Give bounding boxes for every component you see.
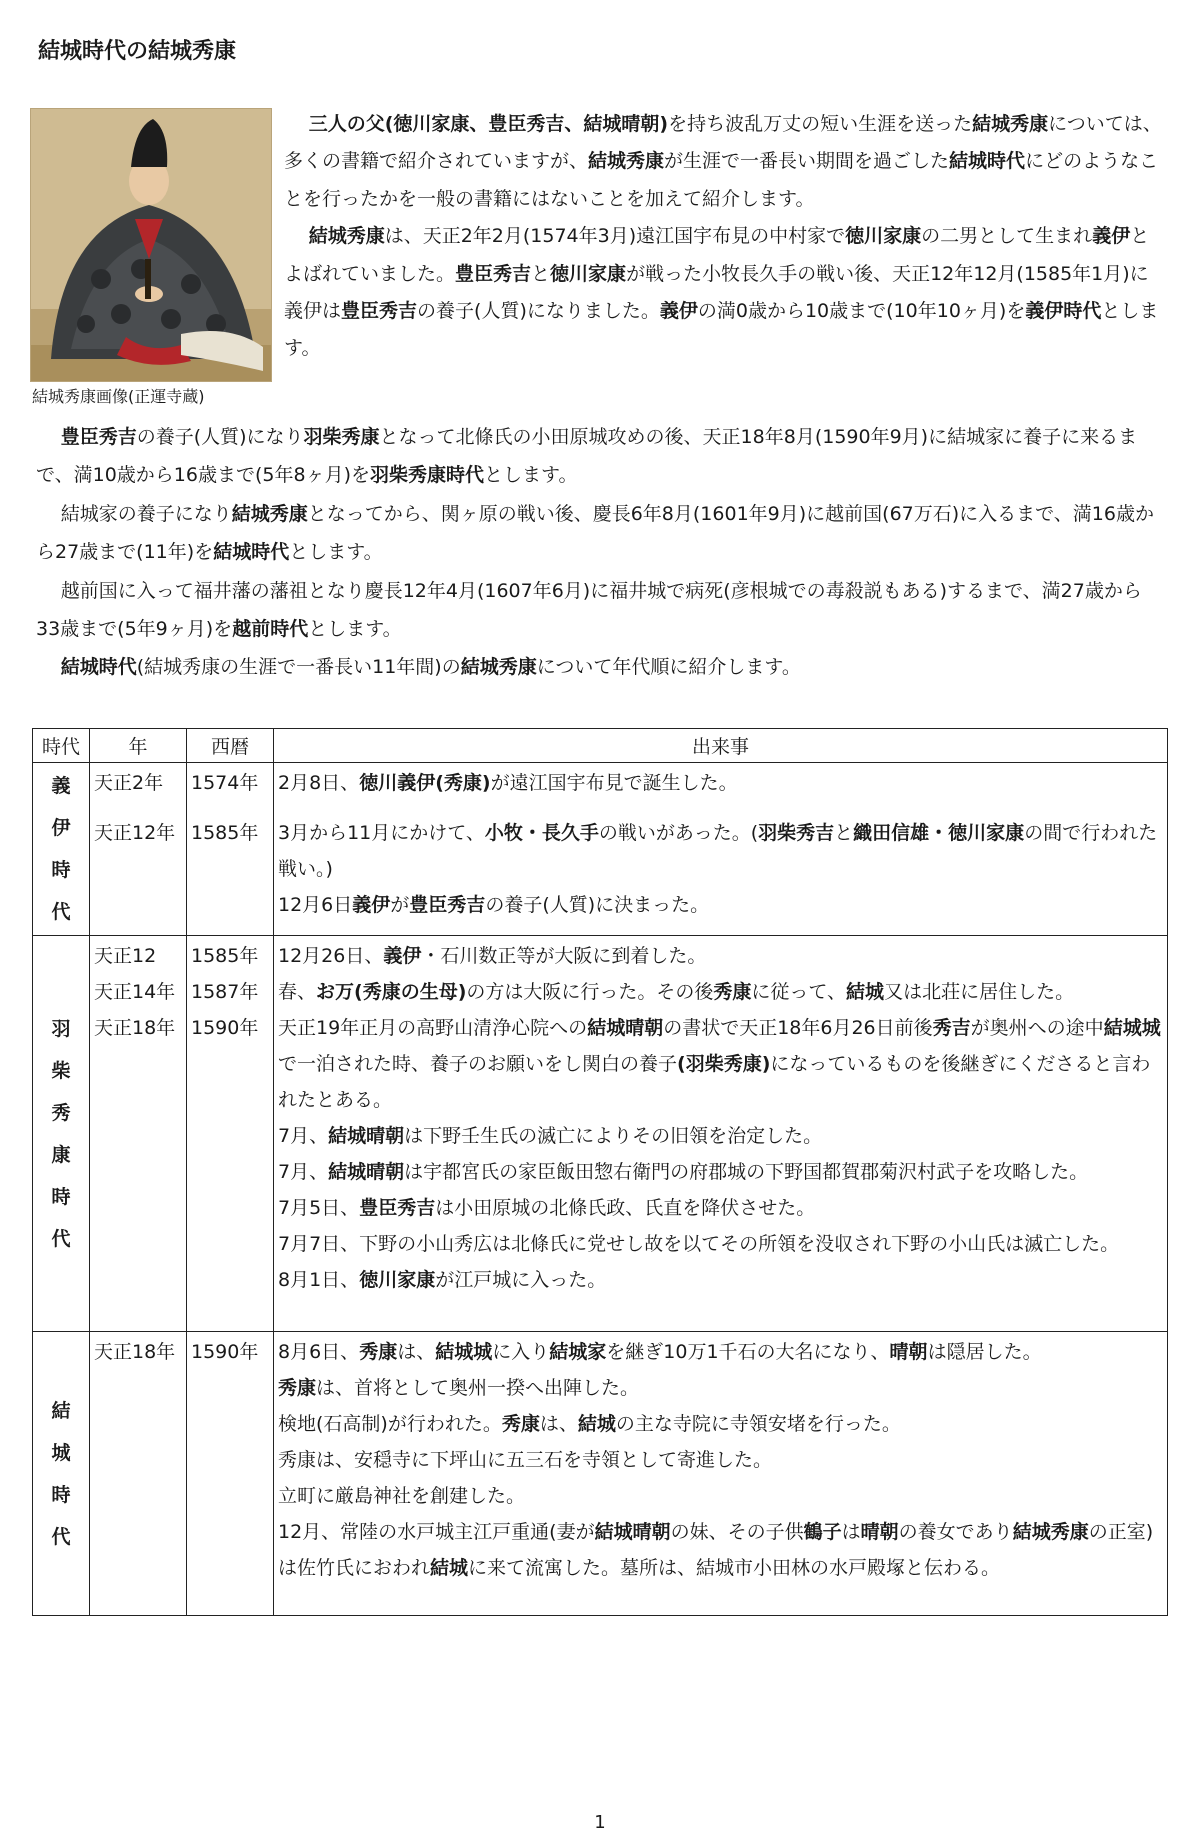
text-run: 結城家の養子になり [60, 502, 232, 525]
bold-text: 豊臣秀吉 [455, 262, 532, 285]
intro-text [284, 106, 1164, 368]
text-run: の養女であり [898, 1521, 1013, 1543]
era-char: 代 [51, 1525, 71, 1548]
bold-text: 鶴子 [803, 1521, 842, 1543]
text-run: ・石川数正等が大阪に到着した。 [421, 945, 707, 967]
event-entry [278, 1334, 1163, 1370]
bold-text: 織田信雄・徳川家康 [853, 822, 1025, 844]
ad-cell [187, 1332, 274, 1616]
bold-text: 小牧・長久手 [484, 822, 599, 844]
bold-text: 豊臣秀吉 [60, 426, 137, 448]
era-char: 義 [51, 775, 71, 797]
bold-text: 秀康 [278, 1377, 317, 1399]
bold-text: 結城晴朝 [594, 1521, 671, 1543]
page-title: 結城時代の結城秀康 [38, 39, 237, 64]
bold-text: 結城秀康 [308, 225, 385, 248]
text-run: の妹、その子供 [670, 1521, 804, 1543]
bold-text: 徳川家康 [359, 1269, 436, 1291]
text-run: は、 [397, 1341, 436, 1363]
bold-text: 結城秀康 [588, 150, 665, 173]
bold-text: 豊臣秀吉 [409, 894, 486, 916]
ad-value: 1585年 [191, 822, 259, 844]
event-group [278, 815, 1163, 923]
event-group [278, 974, 1163, 1010]
text-run: 越前国に入って福井藩の藩祖となり慶長12年4月(1607年6月)に福井城で病死(彦根城での毒殺説もある)するまで、満27歳から33歳まで(5年9ヶ月)を [36, 579, 1142, 641]
text-run: の方は大阪に行った。その後 [466, 981, 714, 1003]
year-value: 天正14年 [94, 981, 176, 1003]
era-char: 羽 [51, 1017, 71, 1040]
text-run: は、 [539, 1413, 578, 1435]
bold-text: 徳川家康 [845, 225, 922, 248]
events-cell [274, 936, 1168, 1332]
era-char: 康 [51, 1143, 71, 1166]
text-run: 7月、 [278, 1125, 329, 1147]
body-paragraph [36, 648, 1166, 686]
text-run: が奥州への途中 [970, 1017, 1104, 1039]
text-run: の養子(人質)になりました。 [417, 300, 660, 323]
text-run: の正室)は佐竹氏におわれ [278, 1521, 1154, 1579]
era-char: 時 [51, 1185, 71, 1208]
portrait-illustration [31, 109, 271, 381]
bold-text: 羽柴秀康 [303, 426, 380, 448]
year-cell [90, 936, 187, 1332]
bold-text: 結城秀康 [460, 656, 537, 679]
page-number: 1 [594, 1812, 606, 1833]
text-run: となってから、関ヶ原の戦い後、慶長6年8月(1601年9月)に越前国(67万石)に入るまで、満16歳から27歳まで(11年)を [36, 502, 1154, 564]
text-run: とします。 [484, 464, 578, 487]
text-run: とします。 [289, 541, 383, 564]
event-entry [278, 1226, 1163, 1262]
header-era: 時代 [33, 729, 90, 763]
year-cell [90, 1332, 187, 1616]
text-run: 7月、 [278, 1161, 329, 1183]
text-run: が遠江国宇布見で誕生した。 [490, 772, 738, 794]
bold-text: 結城家 [549, 1341, 607, 1363]
body-paragraph [36, 418, 1166, 495]
bold-text: 義伊 [352, 894, 391, 916]
bold-text: 結城 [577, 1413, 616, 1435]
intro-paragraph [284, 218, 1164, 368]
bold-text: 結城城 [435, 1341, 493, 1363]
bold-text: 羽柴秀吉 [758, 822, 835, 844]
text-run: の書状で天正18年6月26日前後 [663, 1017, 933, 1039]
text-run: にどのようなことを行ったかを一般の書籍にはないことを加えて紹介します。 [284, 150, 1159, 210]
year-value: 天正2年 [94, 772, 164, 794]
text-run: とよばれていました。 [284, 225, 1150, 285]
event-entry [278, 1370, 1163, 1406]
bold-text: 結城晴朝 [328, 1125, 405, 1147]
bold-text: 義伊 [659, 300, 698, 323]
table-header-row [33, 729, 1168, 763]
event-entry [278, 1442, 1163, 1478]
bold-text: 結城晴朝 [328, 1161, 405, 1183]
bold-text: 晴朝 [889, 1341, 928, 1363]
text-run: は隠居した。 [927, 1341, 1042, 1363]
event-entry [278, 765, 1163, 801]
text-run: の主な寺院に寺領安堵を行った。 [615, 1413, 901, 1435]
text-run: と [531, 262, 551, 285]
text-run: は [841, 1521, 861, 1543]
bold-text: 秀康 [713, 981, 752, 1003]
text-run: が江戸城に入った。 [435, 1269, 607, 1291]
text-run: については、多くの書籍で紹介されていますが、 [284, 113, 1162, 173]
text-run: 8月1日、 [278, 1269, 360, 1291]
era-name [37, 1390, 85, 1558]
events-cell [274, 763, 1168, 936]
event-entry [278, 1514, 1163, 1586]
event-entry [278, 938, 1163, 974]
ad-value: 1574年 [191, 772, 259, 794]
event-entry [278, 1154, 1163, 1190]
bold-text: 義伊 [1092, 225, 1131, 248]
body-paragraph [36, 572, 1166, 649]
text-run: で一泊された時、養子のお願いをし関白の養子 [278, 1053, 678, 1075]
era-name [37, 1008, 85, 1260]
text-run: 7月7日、下野の小山秀広は北條氏に党せし故を以てその所領を没収され下野の小山氏は滅亡した。 [278, 1233, 1120, 1255]
header-events: 出来事 [274, 729, 1168, 763]
era-cell [33, 1332, 90, 1616]
ad-cell [187, 763, 274, 936]
bold-text: 結城 [846, 981, 885, 1003]
year-value: 天正12年 [94, 822, 176, 844]
text-run: と [834, 822, 854, 844]
text-run: は下野壬生氏の滅亡によりその旧領を治定した。 [404, 1125, 823, 1147]
era-char: 時 [51, 1483, 71, 1506]
event-group [278, 1010, 1163, 1298]
bold-text: 結城 [430, 1557, 469, 1579]
text-run: 検地(石高制)が行われた。 [278, 1413, 502, 1435]
event-group [278, 1334, 1163, 1586]
text-run: 3月から11月にかけて、 [278, 822, 485, 844]
bold-text: 結城秀康 [972, 113, 1049, 135]
text-run: が生涯で一番長い期間を過ごした [664, 150, 950, 173]
event-entry [278, 1478, 1163, 1514]
event-entry [278, 887, 1163, 923]
bold-text: 羽柴秀康時代 [369, 464, 484, 487]
portrait-image [30, 108, 272, 382]
text-run: は小田原城の北條氏政、氏直を降伏させた。 [435, 1197, 816, 1219]
text-run: になっているものを後継ぎにくださると言われたとある。 [278, 1053, 1151, 1111]
text-run: とします。 [284, 300, 1159, 360]
ad-value: 1585年 [191, 945, 259, 967]
ad-value: 1590年 [191, 1341, 259, 1363]
text-run: が [390, 894, 410, 916]
event-entry [278, 1010, 1163, 1118]
events-cell [274, 1332, 1168, 1616]
bold-text: 秀吉 [932, 1017, 971, 1039]
text-run: の満0歳から10歳まで(10年10ヶ月)を [697, 300, 1026, 323]
year-cell [90, 763, 187, 936]
year-value: 天正12 [94, 945, 157, 967]
bold-text: 秀康 [501, 1413, 540, 1435]
event-group [278, 765, 1163, 801]
era-name [37, 765, 85, 933]
event-entry [278, 1262, 1163, 1298]
bold-text: 結城時代 [213, 541, 290, 564]
era-char: 秀 [51, 1101, 71, 1124]
bold-text: 徳川家康 [550, 262, 627, 285]
bold-text: 結城秀康 [1012, 1521, 1089, 1543]
bold-text: お万(秀康の生母) [316, 981, 467, 1003]
text-run: は宇都宮氏の家臣飯田惣右衛門の府郡城の下野国都賀郡菊沢村武子を攻略した。 [404, 1161, 1089, 1183]
text-run: を継ぎ10万1千石の大名になり、 [606, 1341, 890, 1363]
text-run: となって北條氏の小田原城攻めの後、天正18年8月(1590年9月)に結城家に養子に来るまで、満10歳から16歳まで(5年8ヶ月)を [36, 426, 1138, 487]
bold-text: 結城晴朝 [587, 1017, 664, 1039]
bold-text: 秀康 [359, 1341, 398, 1363]
bold-text: 豊臣秀吉 [359, 1197, 436, 1219]
header-year: 年 [90, 729, 187, 763]
ad-cell [187, 936, 274, 1332]
table-row [33, 936, 1168, 1332]
event-entry [278, 1190, 1163, 1226]
bold-text: 結城時代 [60, 656, 137, 679]
bold-text: 結城時代 [949, 150, 1026, 173]
text-run: を持ち波乱万丈の短い生涯を送った [668, 113, 973, 135]
text-run: 天正19年正月の高野山清浄心院への [278, 1017, 588, 1039]
bold-text: 徳川義伊(秀康) [359, 772, 491, 794]
text-run: の養子(人質)に決まった。 [485, 894, 710, 916]
body-paragraph [36, 495, 1166, 572]
ad-value: 1587年 [191, 981, 259, 1003]
bold-text: 越前時代 [232, 618, 309, 641]
bold-text: 三人の父(徳川家康、豊臣秀吉、結城晴朝) [308, 113, 669, 135]
text-run: に入り [492, 1341, 550, 1363]
bold-text: 義伊時代 [1025, 300, 1102, 323]
text-run: 12月6日 [278, 894, 353, 916]
bold-text: (羽柴秀康) [677, 1053, 771, 1075]
text-run: の養子(人質)になり [136, 426, 304, 448]
bold-text: 結城秀康 [231, 502, 308, 525]
event-group [278, 938, 1163, 974]
text-run: 2月8日、 [278, 772, 360, 794]
era-char: 代 [51, 1227, 71, 1250]
body-text [36, 418, 1166, 687]
text-run: に従って、 [751, 981, 847, 1003]
text-run: の戦いがあった。( [598, 822, 759, 844]
table-row [33, 1332, 1168, 1616]
bold-text: 晴朝 [860, 1521, 899, 1543]
event-entry [278, 974, 1163, 1010]
text-run: は、天正2年2月(1574年3月)遠江国宇布見の中村家で [384, 225, 846, 248]
era-char: 柴 [51, 1059, 71, 1082]
portrait-caption: 結城秀康画像(正運寺蔵) [32, 387, 205, 406]
text-run: 12月26日、 [278, 945, 384, 967]
events-table [32, 728, 1168, 1616]
text-run: 8月6日、 [278, 1341, 360, 1363]
bold-text: 義伊 [383, 945, 422, 967]
era-char: 時 [51, 859, 71, 881]
text-run: は、首将として奥州一揆へ出陣した。 [316, 1377, 640, 1399]
ad-value: 1590年 [191, 1017, 259, 1039]
bold-text: 豊臣秀吉 [341, 300, 418, 323]
text-run: とします。 [308, 618, 402, 641]
era-cell [33, 936, 90, 1332]
text-run: の二男として生まれ [921, 225, 1093, 248]
text-run: (結城秀康の生涯で一番長い11年間)の [136, 656, 461, 679]
era-char: 代 [51, 901, 71, 923]
text-run: 7月5日、 [278, 1197, 360, 1219]
event-entry [278, 815, 1163, 887]
text-run: に来て流寓した。墓所は、結城市小田林の水戸殿塚と伝わる。 [468, 1557, 1001, 1579]
text-run: が戦った小牧長久手の戦い後、天正12年12月(1585年1月)に義伊は [284, 262, 1149, 323]
era-char: 城 [51, 1441, 71, 1464]
year-value: 天正18年 [94, 1341, 176, 1363]
text-run: の間で行われた戦い。) [278, 822, 1158, 880]
text-run: について年代順に紹介します。 [536, 656, 801, 679]
year-value: 天正18年 [94, 1017, 176, 1039]
era-cell [33, 763, 90, 936]
text-run: 又は北荘に居住した。 [884, 981, 1075, 1003]
text-run: 秀康は、安穏寺に下坪山に五三石を寺領として寄進した。 [278, 1449, 773, 1471]
event-entry [278, 1118, 1163, 1154]
text-run: 春、 [278, 981, 317, 1003]
text-run: 立町に厳島神社を創建した。 [278, 1485, 526, 1507]
header-ad: 西暦 [187, 729, 274, 763]
table-row [33, 763, 1168, 936]
era-char: 伊 [51, 817, 71, 839]
intro-paragraph [284, 106, 1164, 218]
era-char: 結 [51, 1399, 71, 1422]
bold-text: 結城城 [1103, 1017, 1161, 1039]
event-entry [278, 1406, 1163, 1442]
text-run: 12月、常陸の水戸城主江戸重通(妻が [278, 1521, 595, 1543]
